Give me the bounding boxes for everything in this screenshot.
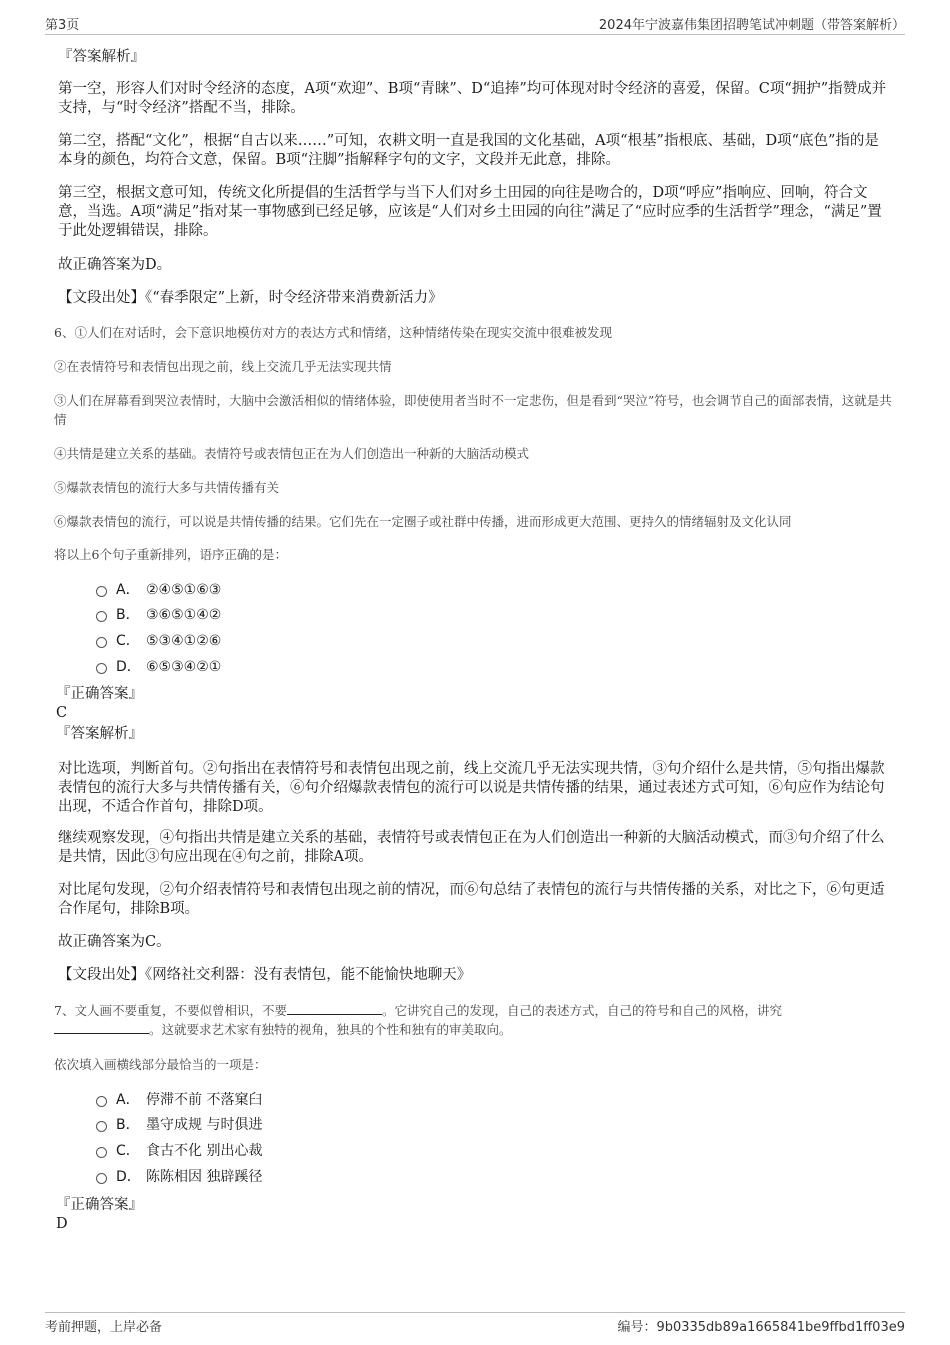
q6-option-a[interactable]: A． ②④⑤①⑥③ — [96, 580, 221, 600]
radio-icon[interactable] — [96, 1147, 107, 1158]
q6-option-d[interactable]: D． ⑥⑤③④②① — [96, 657, 221, 677]
q6-conclusion: 故正确答案为C。 — [58, 934, 171, 950]
radio-icon[interactable] — [96, 1173, 107, 1184]
q6-analysis-para-2: 继续观察发现，④句指出共情是建立关系的基础，表情符号或表情包正在为人们创造出一种新的大脑活动模式，而③句介绍了什么是共情，因此③句应出现在④句之前，排除A项。 — [58, 830, 885, 865]
q6-option-b[interactable]: B． ③⑥⑤①④② — [96, 605, 221, 625]
q5-conclusion: 故正确答案为D。 — [58, 257, 172, 273]
q6-analysis-para-1: 对比选项，判断首句。②句指出在表情符号和表情包出现之前，线上交流几乎无法实现共情，③句介绍什么是共情，⑤句指出爆款表情包的流行大多与共情传播有关，⑥句介绍爆款表情包的流行可以说是共情传播的结果，通过表述方式可知，⑥句应作为结论句出现，不适合作首句，排除D项。 — [58, 761, 885, 815]
q7-stem: 7、文人画不要重复，不要似曾相识，不要 。它讲究自己的发现，自己的表述方式，自己的符号和自己的风格，讲究 。这就要求艺术家有独特的视角，独具的个性和独有的审美取向。 — [54, 1003, 782, 1037]
q5-analysis-label: 『答案解析』 — [58, 49, 145, 65]
q7-option-a[interactable]: A． 停滞不前 不落窠臼 — [96, 1090, 262, 1110]
footer-serial: 编号：9b0335db89a1665841be9ffbd1ff03e9 — [617, 1320, 905, 1335]
radio-icon[interactable] — [96, 1096, 107, 1107]
q7-option-b[interactable]: B． 墨守成规 与时俱进 — [96, 1115, 262, 1135]
q6-sentence-1: 6、①人们在对话时，会下意识地模仿对方的表达方式和情绪，这种情绪传染在现实交流中很难被发现 — [54, 325, 612, 340]
q5-analysis-para-3: 第三空，根据文意可知，传统文化所提倡的生活哲学与当下人们对乡土田园的向往是吻合的，D项“呼应”指响应、回响，符合文意，当选。A项“满足”指对某一事物感到已经足够，应该是“人们对乡土田园的向往”满足了“应时应季的生活哲学”理念，“满足”置于此处逻辑错误，排除。 — [58, 185, 882, 239]
q6-sentence-2: ②在表情符号和表情包出现之前，线上交流几乎无法实现共情 — [54, 359, 392, 374]
q7-option-c[interactable]: C． 食古不化 别出心裁 — [96, 1141, 262, 1161]
q7-answer: D — [56, 1216, 68, 1232]
q6-analysis-para-3: 对比尾句发现，②句介绍表情符号和表情包出现之前的情况，而⑥句总结了表情包的流行与共情传播的关系，对比之下，⑥句更适合作尾句，排除B项。 — [58, 882, 885, 917]
q5-analysis-para-2: 第二空，搭配“文化”，根据“自古以来……”可知，农耕文明一直是我国的文化基础，A项“根基”指根底、基础，D项“底色”指的是本身的颜色，均符合文意，保留。B项“注脚”指解释字句的文字，文段并无此意，排除。 — [58, 133, 879, 168]
fill-blank-2 — [54, 1021, 149, 1034]
q7-prompt: 依次填入画横线部分最恰当的一项是： — [54, 1057, 267, 1072]
radio-icon[interactable] — [96, 586, 107, 597]
footer-slogan: 考前押题，上岸必备 — [45, 1320, 163, 1335]
page-footer — [45, 1312, 905, 1333]
radio-icon[interactable] — [96, 663, 107, 674]
q6-analysis-label: 『答案解析』 — [56, 726, 143, 742]
q6-answer: C — [56, 705, 68, 721]
fill-blank-1 — [287, 1002, 382, 1015]
q6-sentence-3: ③人们在屏幕看到哭泣表情时，大脑中会激活相似的情绪体验，即使使用者当时不一定悲伤，但是看到“哭泣”符号，也会调节自己的面部表情，这就是共情 — [54, 393, 892, 427]
document-title: 2024年宁波嘉伟集团招聘笔试冲刺题（带答案解析） — [598, 18, 905, 33]
q6-source: 【文段出处】《网络社交利器：没有表情包，能不能愉快地聊天》 — [58, 967, 472, 983]
q7-answer-label: 『正确答案』 — [56, 1197, 143, 1213]
page-number: 第3页 — [45, 18, 80, 33]
q6-sentence-4: ④共情是建立关系的基础。表情符号或表情包正在为人们创造出一种新的大脑活动模式 — [54, 446, 530, 461]
q6-option-c[interactable]: C． ⑤③④①②⑥ — [96, 631, 221, 651]
radio-icon[interactable] — [96, 611, 107, 622]
q6-answer-label: 『正确答案』 — [56, 686, 143, 702]
q6-sentence-5: ⑤爆款表情包的流行大多与共情传播有关 — [54, 480, 280, 495]
q7-option-d[interactable]: D． 陈陈相因 独辟蹊径 — [96, 1167, 262, 1187]
q6-prompt: 将以上6个句子重新排列，语序正确的是： — [54, 547, 287, 562]
q5-source: 【文段出处】《“春季限定”上新，时令经济带来消费新活力》 — [58, 290, 443, 306]
q5-analysis-para-1: 第一空，形容人们对时令经济的态度，A项“欢迎”、B项“青睐”、D“追捧”均可体现对时令经济的喜爱，保留。C项“拥护”指赞成并支持，与“时令经济”搭配不当，排除。 — [58, 81, 887, 116]
radio-icon[interactable] — [96, 1121, 107, 1132]
radio-icon[interactable] — [96, 637, 107, 648]
q6-sentence-6: ⑥爆款表情包的流行，可以说是共情传播的结果。它们先在一定圈子或社群中传播，进而形成更大范围、更持久的情绪辐射及文化认同 — [54, 514, 792, 529]
page-header — [45, 12, 905, 35]
